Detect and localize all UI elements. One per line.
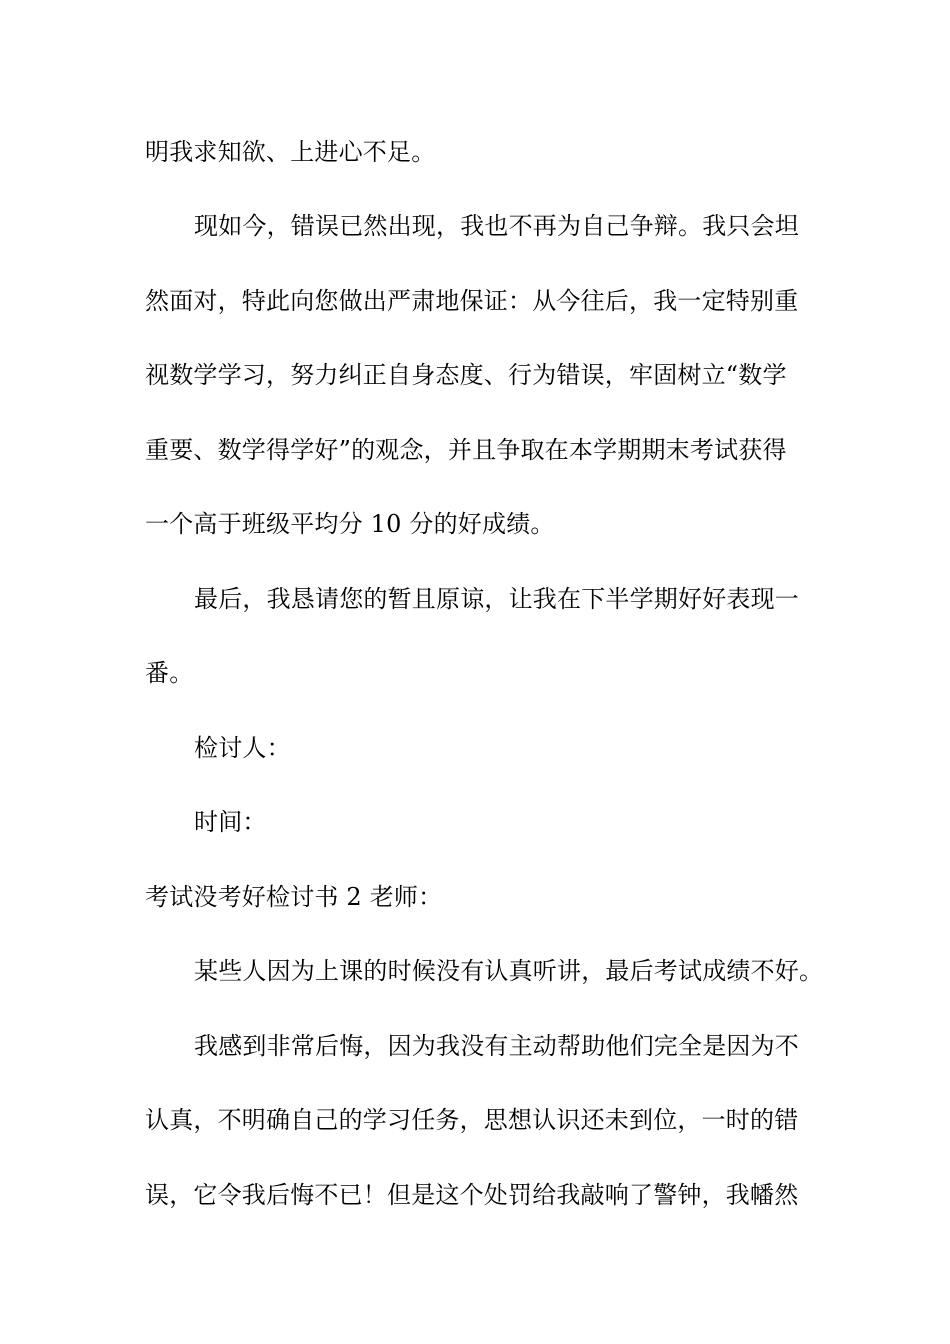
text-line: 重要、数学得学好”的观念，并且争取在本学期期末考试获得 <box>145 436 787 464</box>
text-line: 明我求知欲、上进心不足。 <box>145 138 436 166</box>
text-line: 番。 <box>145 659 194 687</box>
text-line: 现如今，错误已然出现，我也不再为自己争辩。我只会坦 <box>194 212 799 240</box>
signature-label: 检讨人： <box>194 734 291 762</box>
text-line: 我感到非常后悔，因为我没有主动帮助他们完全是因为不 <box>194 1032 799 1060</box>
date-label: 时间： <box>194 808 267 836</box>
section-heading: 考试没考好检讨书 2 老师： <box>145 883 443 911</box>
text-line: 误，它令我后悔不已！但是这个处罚给我敲响了警钟，我幡然 <box>145 1181 799 1209</box>
text-line: 一个高于班级平均分 10 分的好成绩。 <box>145 510 555 538</box>
text-line: 某些人因为上课的时候没有认真听讲，最后考试成绩不好。 <box>194 957 824 985</box>
text-line: 视数学学习，努力纠正自身态度、行为错误，牢固树立“数学 <box>145 361 787 389</box>
text-line: 最后，我恳请您的暂且原谅，让我在下半学期好好表现一 <box>194 585 799 613</box>
text-line: 然面对，特此向您做出严肃地保证：从今往后，我一定特别重 <box>145 287 799 315</box>
text-line: 认真，不明确自己的学习任务，思想认识还未到位，一时的错 <box>145 1106 799 1134</box>
